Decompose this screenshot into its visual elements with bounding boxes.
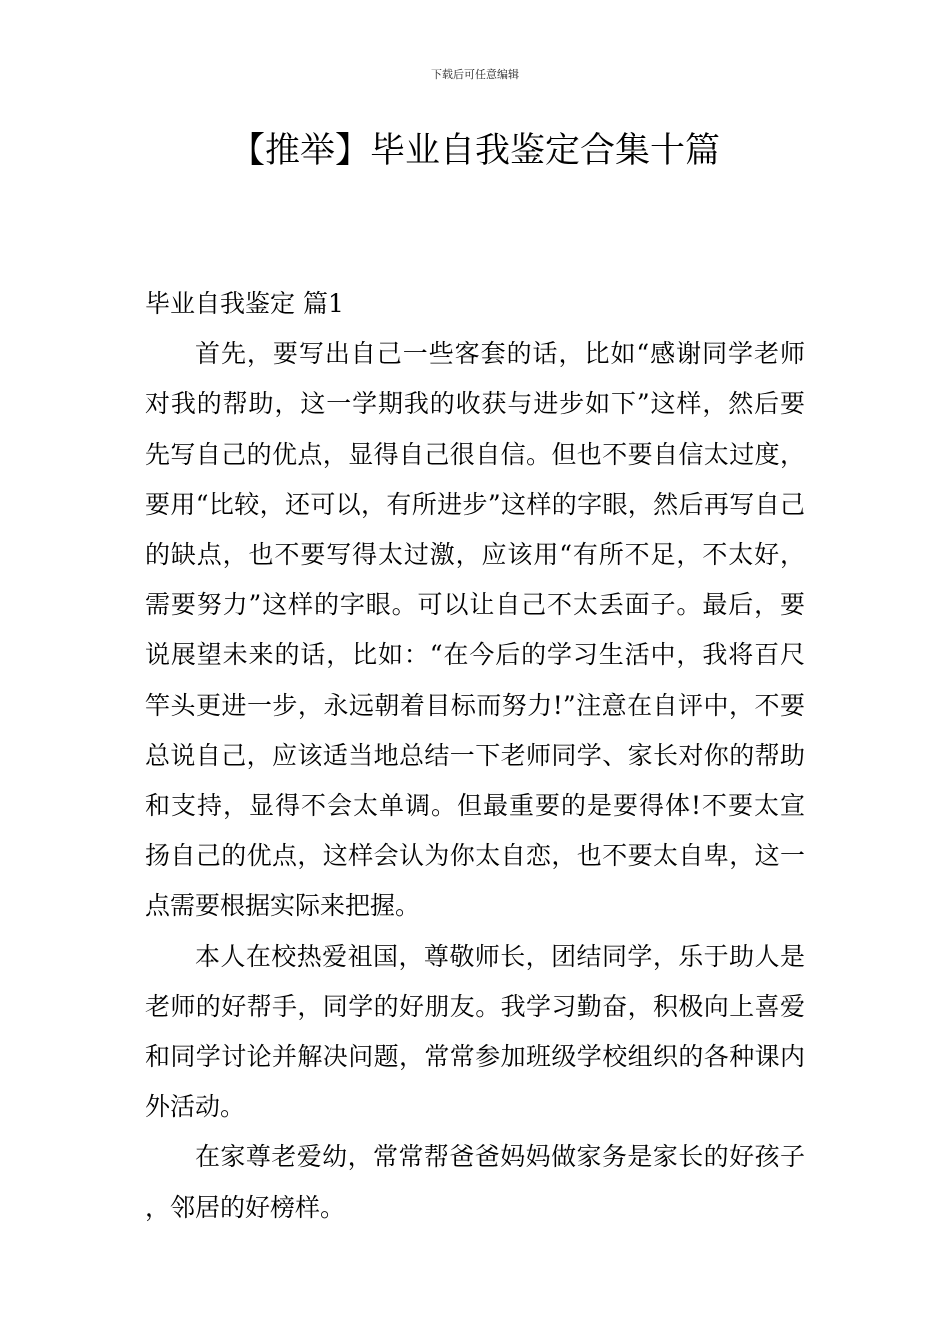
header-note: 下载后可任意编辑 — [431, 68, 519, 81]
paragraph-1: 首先，要写出自己一些客套的话，比如“感谢同学老师对我的帮助，这一学期我的收获与进步如下”这样，然后要先写自己的优点，显得自己很自信。但也不要自信太过度，要用“比较，还可以，有所进步”这样的字眼，然后再写自己的缺点，也不要写得太过激，应该用“有所不足，不太好，需要努力”这样的字眼。可以让自己不太丢面子。最后，要说展望未来的话，比如：“在今后的学习生活中，我将百尺竿头更进一步，永远朝着目标而努力!”注意在自评中，不要总说自己，应该适当地总结一下老师同学、家长对你的帮助和支持，显得不会太单调。但最重要的是要得体!不要太宣扬自己的优点，这样会认为你太自恋，也不要太自卑，这一点需要根据实际来把握。 — [145, 339, 805, 921]
document-title: 【推举】毕业自我鉴定合集十篇 — [229, 131, 720, 171]
section-heading: 毕业自我鉴定 篇1 — [145, 289, 344, 318]
paragraph-2: 本人在校热爱祖国，尊敬师长，团结同学，乐于助人是老师的好帮手，同学的好朋友。我学习勤奋，积极向上喜爱和同学讨论并解决问题，常常参加班级学校组织的各种课内外活动。 — [145, 941, 805, 1122]
document-body — [145, 279, 805, 1233]
paragraph-3: 在家尊老爱幼，常常帮爸爸妈妈做家务是家长的好孩子，邻居的好榜样。 — [145, 1142, 805, 1222]
